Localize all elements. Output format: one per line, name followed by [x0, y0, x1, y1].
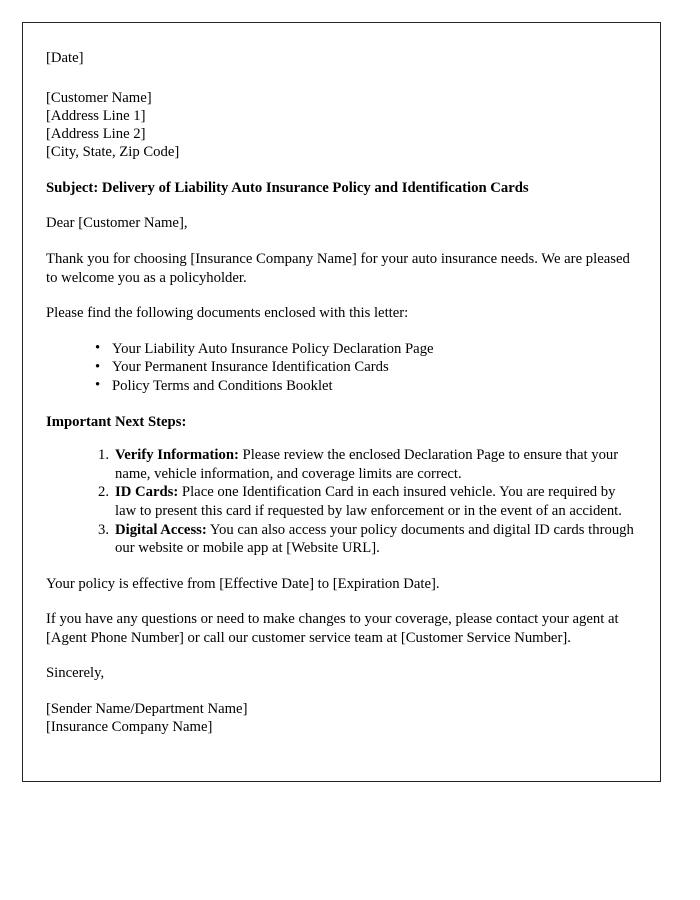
list-item	[98, 483, 634, 520]
list-item: • Policy Terms and Conditions Booklet	[95, 377, 634, 396]
step-label: Verify Information:	[115, 447, 239, 464]
date-placeholder: [Date]	[46, 50, 84, 66]
step-text: Please review the enclosed Declaration Page to ensure that your name, vehicle information, and coverage limits are correct.	[115, 447, 619, 482]
address-line-1: [Address Line 1]	[46, 107, 146, 124]
salutation: Dear [Customer Name],	[46, 215, 188, 232]
list-item: • Your Permanent Insurance Identification Cards	[95, 358, 634, 377]
step-label: Digital Access:	[115, 521, 207, 538]
address-line-2: [Address Line 2]	[46, 126, 146, 143]
letter-page	[22, 22, 661, 782]
list-item	[98, 446, 634, 483]
effective-dates-paragraph: Your policy is effective from [Effective Date] to [Expiration Date].	[46, 575, 440, 592]
letter-body	[23, 23, 660, 737]
company-name-line: [Insurance Company Name]	[46, 719, 213, 736]
sender-name-line: [Sender Name/Department Name]	[46, 701, 248, 718]
contact-paragraph: If you have any questions or need to make changes to your coverage, please contact your agent at [Agent Phone Number] or call our customer service team at [Customer Service Number].	[46, 611, 619, 646]
step-label: ID Cards:	[115, 484, 179, 501]
signature-block	[46, 700, 634, 737]
list-item: • Your Liability Auto Insurance Policy Declaration Page	[95, 340, 634, 359]
address-line-customer-name: [Customer Name]	[46, 89, 152, 106]
address-line-city-state-zip: [City, State, Zip Code]	[46, 144, 180, 161]
step-text: Place one Identification Card in each insured vehicle. You are required by law to present this card if requested by law enforcement or in the event of an accident.	[115, 484, 622, 519]
enclosures-list	[46, 340, 634, 396]
enclosure-lead-paragraph: Please find the following documents enclosed with this letter:	[46, 305, 409, 322]
recipient-address-block	[46, 89, 634, 162]
step-text: You can also access your policy documents and digital ID cards through our website or mobile app at [Website URL].	[115, 521, 634, 557]
next-steps-heading: Important Next Steps:	[46, 413, 187, 430]
subject-line: Subject: Delivery of Liability Auto Insurance Policy and Identification Cards	[46, 179, 529, 196]
next-steps-list	[46, 446, 634, 558]
intro-paragraph: Thank you for choosing [Insurance Company Name] for your auto insurance needs. We are pleased to welcome you as a policyholder.	[46, 250, 630, 286]
closing-salutation: Sincerely,	[46, 665, 105, 682]
list-item	[98, 521, 634, 558]
